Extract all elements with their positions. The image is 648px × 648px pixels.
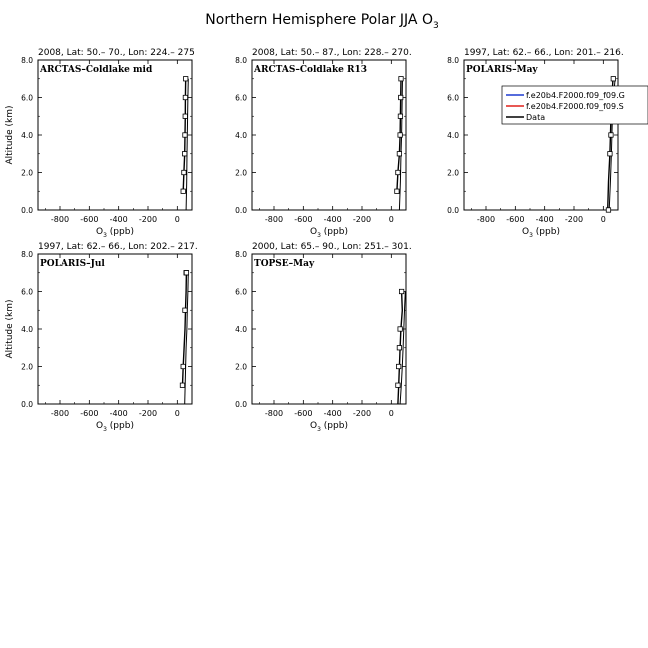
panel-5: [235, 242, 412, 433]
y-tick-label: 6.0: [21, 287, 33, 297]
x-tick-label: -600: [80, 409, 99, 418]
x-tick-label: -800: [50, 409, 70, 418]
data-marker: [182, 152, 186, 156]
figure-title: Northern Hemisphere Polar JJA $O_3$: [205, 12, 439, 31]
data-marker: [183, 308, 187, 312]
panel-3: [447, 48, 648, 239]
x-tick-label: -400: [535, 215, 554, 224]
campaign-label: ARCTAS–Coldlake mid: [40, 65, 153, 75]
panel-header: 2000, Lat: 65.– 90., Lon: 251.– 301.: [252, 242, 412, 252]
legend-label: f.e20b4.F2000.f09_f09.G: [526, 91, 625, 100]
y-tick-label: 6.0: [235, 93, 247, 103]
y-tick-label: 2.0: [235, 168, 247, 178]
panel-header: 2008, Lat: 50.– 70., Lon: 224.– 275: [38, 48, 195, 58]
y-tick-label: 4.0: [447, 131, 459, 140]
data-marker: [396, 383, 400, 387]
data-marker: [182, 170, 186, 174]
data-marker: [399, 289, 403, 293]
x-tick-label: 0: [174, 215, 180, 224]
panel-2: [235, 48, 412, 239]
campaign-label: ARCTAS–Coldlake R13: [254, 65, 368, 75]
data-marker: [611, 77, 615, 81]
y-tick-label: 8.0: [21, 56, 33, 65]
data-marker: [183, 77, 187, 81]
x-tick-label: -200: [352, 409, 372, 418]
data-marker: [396, 364, 400, 368]
data-marker: [399, 95, 403, 99]
data-marker: [397, 346, 401, 350]
x-tick-label: -800: [264, 215, 284, 224]
data-marker: [183, 133, 187, 137]
y-tick-label: 6.0: [21, 93, 33, 103]
y-tick-label: 4.0: [235, 325, 247, 334]
x-tick-label: 0: [388, 215, 394, 224]
plot-frame: [38, 60, 192, 210]
panel-4: [5, 242, 198, 433]
x-axis-label: $O_3$ (ppb): [96, 421, 134, 433]
y-tick-label: 8.0: [21, 250, 33, 259]
panel-header: 2008, Lat: 50.– 87., Lon: 228.– 270.: [252, 48, 412, 58]
y-axis-label: Altitude (km): [5, 105, 15, 165]
legend: [502, 86, 648, 124]
data-marker: [608, 152, 612, 156]
x-tick-label: 0: [600, 215, 606, 224]
x-tick-label: -800: [476, 215, 496, 224]
x-tick-label: -400: [323, 409, 342, 418]
data-marker: [183, 95, 187, 99]
x-tick-label: -200: [138, 215, 158, 224]
y-tick-label: 4.0: [235, 131, 247, 140]
x-tick-label: 0: [174, 409, 180, 418]
panel-1: [5, 48, 195, 239]
x-tick-label: -800: [50, 215, 70, 224]
legend-label: f.e20b4.F2000.f09_f09.S: [526, 102, 624, 111]
x-axis-label: $O_3$ (ppb): [522, 227, 560, 239]
y-tick-label: 6.0: [235, 287, 247, 297]
data-marker: [180, 383, 184, 387]
data-marker: [181, 189, 185, 193]
y-tick-label: 0.0: [21, 206, 33, 215]
panel-header: 1997, Lat: 62.– 66., Lon: 201.– 216.: [464, 48, 624, 58]
campaign-label: TOPSE–May: [254, 259, 315, 269]
data-marker: [398, 327, 402, 331]
plot-frame: [38, 254, 192, 404]
plot-frame: [464, 60, 618, 210]
x-tick-label: -200: [138, 409, 158, 418]
y-tick-label: 8.0: [235, 250, 247, 259]
data-marker: [398, 133, 402, 137]
y-tick-label: 2.0: [235, 362, 247, 372]
x-tick-label: -600: [294, 409, 313, 418]
data-marker: [181, 364, 185, 368]
y-tick-label: 8.0: [235, 56, 247, 65]
data-marker: [609, 133, 613, 137]
y-tick-label: 8.0: [447, 56, 459, 65]
y-tick-label: 0.0: [21, 400, 33, 409]
y-tick-label: 0.0: [447, 206, 459, 215]
x-tick-label: -200: [564, 215, 584, 224]
x-tick-label: -400: [109, 215, 128, 224]
y-tick-label: 4.0: [21, 325, 33, 334]
panel-header: 1997, Lat: 62.– 66., Lon: 202.– 217.: [38, 242, 198, 252]
x-tick-label: -400: [323, 215, 342, 224]
data-marker: [398, 114, 402, 118]
x-axis-label: $O_3$ (ppb): [310, 227, 348, 239]
x-tick-label: -600: [80, 215, 99, 224]
data-marker: [184, 271, 188, 275]
x-axis-label: $O_3$ (ppb): [96, 227, 134, 239]
x-tick-label: -400: [109, 409, 128, 418]
campaign-label: POLARIS–May: [466, 65, 538, 75]
y-tick-label: 2.0: [21, 168, 33, 178]
plot-frame: [252, 60, 406, 210]
x-tick-label: -600: [506, 215, 525, 224]
x-tick-label: -200: [352, 215, 372, 224]
x-axis-label: $O_3$ (ppb): [310, 421, 348, 433]
data-marker: [397, 152, 401, 156]
y-tick-label: 4.0: [21, 131, 33, 140]
data-marker: [395, 189, 399, 193]
y-tick-label: 2.0: [21, 362, 33, 372]
data-marker: [399, 77, 403, 81]
y-tick-label: 0.0: [235, 206, 247, 215]
plot-frame: [252, 254, 406, 404]
data-marker: [183, 114, 187, 118]
legend-label: Data: [526, 113, 546, 122]
x-tick-label: -800: [264, 409, 284, 418]
y-tick-label: 6.0: [447, 93, 459, 103]
data-marker: [396, 170, 400, 174]
y-axis-label: Altitude (km): [5, 299, 15, 359]
x-tick-label: -600: [294, 215, 313, 224]
x-tick-label: 0: [388, 409, 394, 418]
data-marker: [606, 208, 610, 212]
y-tick-label: 2.0: [447, 168, 459, 178]
campaign-label: POLARIS–Jul: [40, 259, 105, 269]
y-tick-label: 0.0: [235, 400, 247, 409]
